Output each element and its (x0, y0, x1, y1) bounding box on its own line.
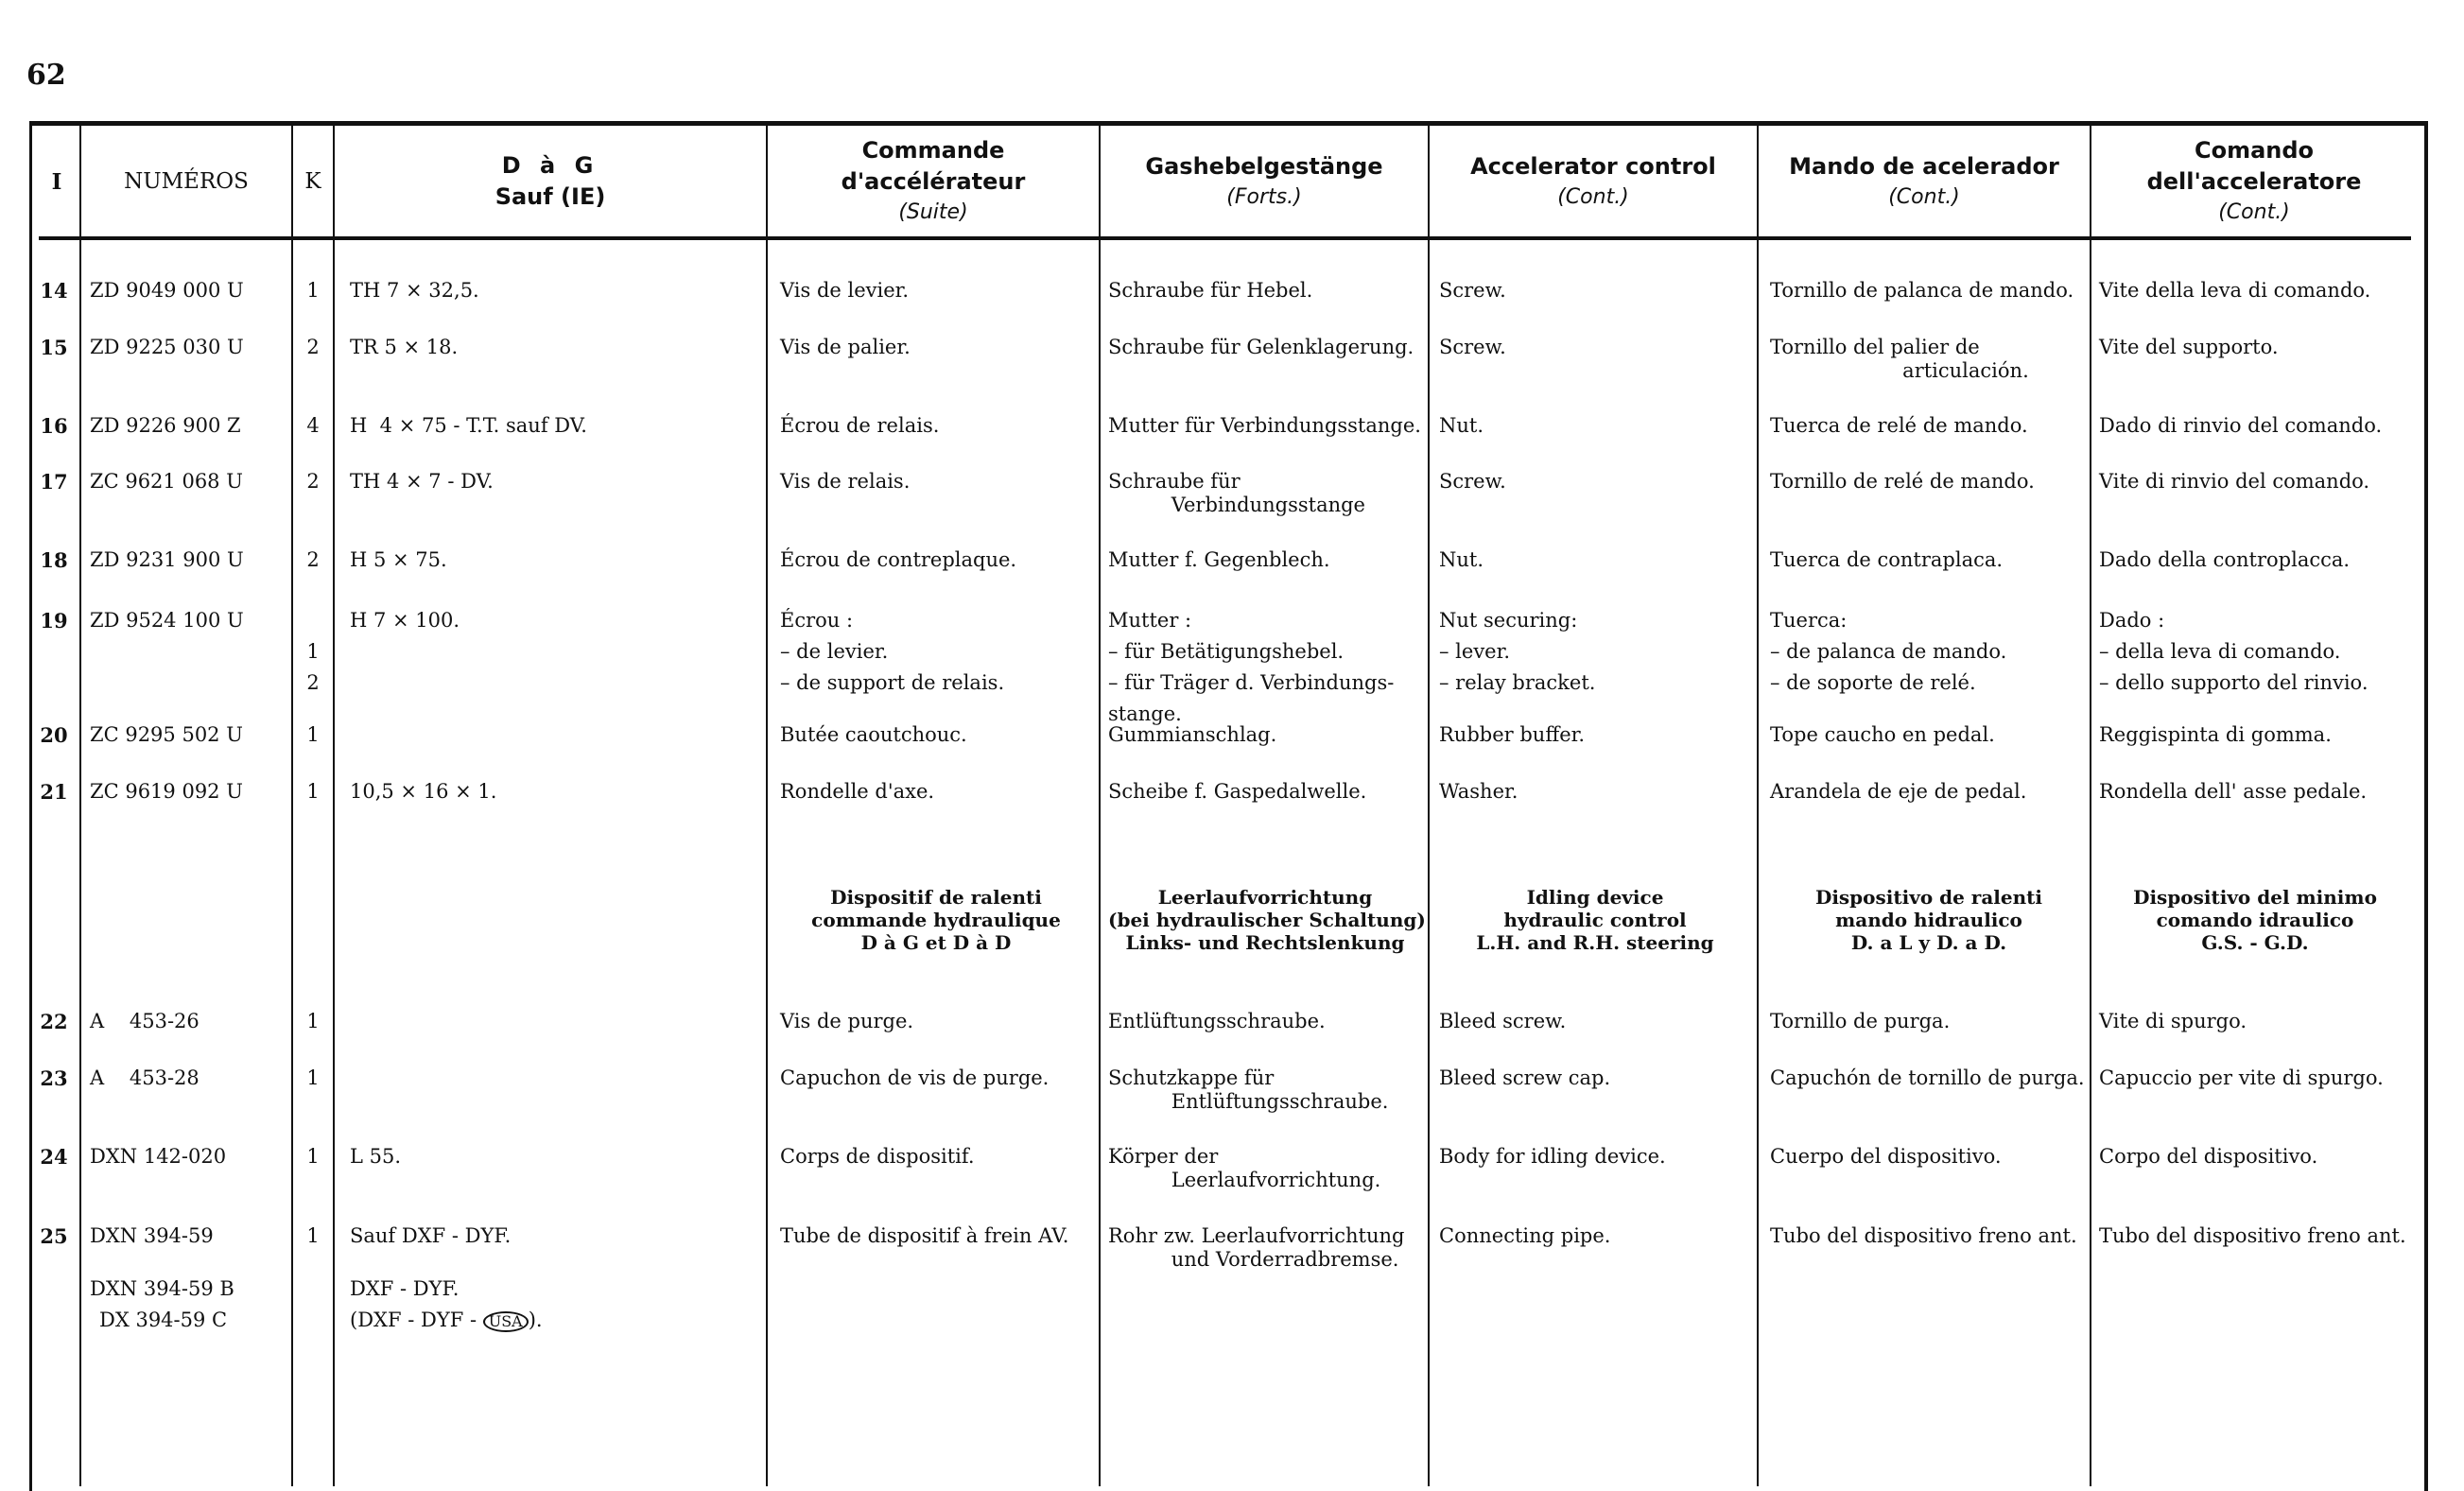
part-number: ZC 9619 092 U (90, 780, 243, 803)
page-number: 62 (26, 59, 66, 92)
quantity: 1 (306, 1224, 320, 1247)
row-index: 16 (40, 414, 68, 438)
column-divider (1099, 126, 1101, 1486)
section-heading-spanish: Dispositivo de ralenti mando hidraulico D. a L y D. a D. (1814, 886, 2042, 954)
desc-french: Capuchon de vis de purge. (780, 1066, 1050, 1089)
desc-spanish: Tubo del dispositivo freno ant. (1770, 1224, 2077, 1247)
part-number: DXN 142-020 (90, 1145, 227, 1168)
desc-english: Screw. (1439, 279, 1506, 302)
spec: TR 5 × 18. (350, 336, 459, 358)
part-number: ZD 9049 000 U (90, 279, 244, 302)
spec: 10,5 × 16 × 1. (350, 780, 497, 803)
desc-french: Écrou de contreplaque. (780, 548, 1017, 571)
column-divider (2090, 126, 2091, 1486)
quantity: 1 (306, 279, 320, 302)
section-heading-english: Idling device hydraulic control L.H. and R.H. steering (1476, 886, 1714, 954)
row-index: 24 (40, 1145, 68, 1169)
desc-english: Nut securing: – lever. – relay bracket. (1439, 609, 1596, 694)
desc-german: Rohr zw. Leerlaufvorrichtung und Vorderradbremse. (1108, 1224, 1405, 1271)
part-number: ZC 9621 068 U (90, 470, 243, 493)
spec: L 55. (350, 1145, 402, 1168)
desc-spanish: Arandela de eje de pedal. (1770, 780, 2027, 803)
quantity: 1 (306, 723, 320, 746)
header-english-sub: (Cont.) (1557, 184, 1629, 209)
desc-german: Körper der Leerlaufvorrichtung. (1108, 1145, 1381, 1191)
desc-italian: Vite di spurgo. (2099, 1010, 2247, 1032)
desc-french: Écrou de relais. (780, 414, 940, 437)
part-number-variant-b: DXN 394-59 B (90, 1277, 234, 1300)
part-number: ZD 9231 900 U (90, 548, 244, 571)
desc-french: Vis de purge. (780, 1010, 914, 1032)
column-divider (1757, 126, 1759, 1486)
desc-english: Nut. (1439, 414, 1484, 437)
header-spanish-title: Mando de acelerador (1789, 152, 2059, 180)
row-index: 18 (40, 548, 68, 572)
header-french-sub: (Suite) (898, 200, 968, 224)
desc-italian: Dado della controplacca. (2099, 548, 2351, 571)
desc-german: Mutter für Verbindungsstange. (1108, 414, 1421, 437)
desc-italian: Capuccio per vite di spurgo. (2099, 1066, 2384, 1089)
column-divider (1428, 126, 1430, 1486)
desc-english: Connecting pipe. (1439, 1224, 1611, 1247)
row-index: 20 (40, 723, 68, 747)
header-german-sub: (Forts.) (1226, 184, 1302, 209)
desc-italian: Vite della leva di comando. (2099, 279, 2371, 302)
row-index: 23 (40, 1066, 68, 1090)
part-number: ZC 9295 502 U (90, 723, 243, 746)
desc-german: Mutter : – für Betätigungshebel. – für Träger d. Verbindungs- stange. (1108, 609, 1395, 725)
part-number: ZD 9524 100 U (90, 609, 244, 632)
spec: H 5 × 75. (350, 548, 447, 571)
desc-spanish: Tuerca de contraplaca. (1770, 548, 2004, 571)
header-dag-line1: D à G (501, 152, 599, 179)
desc-english: Bleed screw cap. (1439, 1066, 1611, 1089)
quantity: 2 (306, 470, 320, 493)
desc-spanish: Tornillo de purga. (1770, 1010, 1951, 1032)
column-divider (79, 126, 81, 1486)
desc-italian: Tubo del dispositivo freno ant. (2099, 1224, 2406, 1247)
row-index: 15 (40, 336, 68, 359)
desc-italian: Vite di rinvio del comando. (2099, 470, 2370, 493)
spec: TH 7 × 32,5. (350, 279, 479, 302)
desc-spanish: Tuerca de relé de mando. (1770, 414, 2028, 437)
desc-spanish: Tornillo de relé de mando. (1770, 470, 2035, 493)
header-english (1432, 130, 1755, 233)
desc-italian: Reggispinta di gomma. (2099, 723, 2332, 746)
desc-english: Screw. (1439, 336, 1506, 358)
header-spanish (1761, 130, 2088, 233)
header-italian-title-1: Comando (2194, 137, 2315, 164)
row-index: 14 (40, 279, 68, 303)
part-number: ZD 9226 900 Z (90, 414, 241, 437)
row-index: 19 (40, 609, 68, 633)
spec: Sauf DXF - DYF. (350, 1224, 512, 1247)
header-french (770, 130, 1097, 233)
part-number: DXN 394-59 (90, 1224, 214, 1247)
header-german-title: Gashebelgestänge (1145, 152, 1383, 180)
desc-english: Screw. (1439, 470, 1506, 493)
header-dag (337, 130, 764, 233)
header-index: I (51, 168, 62, 195)
desc-german: Gummianschlag. (1108, 723, 1277, 746)
part-number: A 453-26 (90, 1010, 200, 1032)
desc-english: Bleed screw. (1439, 1010, 1567, 1032)
desc-english: Washer. (1439, 780, 1518, 803)
quantity: 4 (306, 414, 320, 437)
spec-variant-b: DXF - DYF. (350, 1277, 460, 1300)
part-number-variant-c: DX 394-59 C (99, 1309, 228, 1331)
row-index: 17 (40, 470, 68, 494)
desc-spanish: Tornillo de palanca de mando. (1770, 279, 2074, 302)
desc-german: Entlüftungsschraube. (1108, 1010, 1326, 1032)
desc-french: Butée caoutchouc. (780, 723, 967, 746)
quantity: 1 2 (306, 640, 320, 694)
desc-italian: Dado : – della leva di comando. – dello supporto del rinvio. (2099, 609, 2369, 694)
desc-german: Schraube für Gelenklagerung. (1108, 336, 1414, 358)
column-divider (333, 126, 335, 1486)
desc-french: Écrou : – de levier. – de support de relais. (780, 609, 1005, 694)
desc-german: Schraube für Hebel. (1108, 279, 1313, 302)
header-rule (39, 236, 2411, 240)
quantity: 1 (306, 780, 320, 803)
spec: H 7 × 100. (350, 609, 460, 632)
desc-italian: Vite del supporto. (2099, 336, 2279, 358)
quantity: 1 (306, 1145, 320, 1168)
desc-french: Vis de levier. (780, 279, 910, 302)
header-french-title: Commande d'accélérateur (841, 137, 1026, 195)
desc-french: Rondelle d'axe. (780, 780, 935, 803)
part-number: ZD 9225 030 U (90, 336, 244, 358)
spec-variant-c (350, 1309, 756, 1332)
column-divider (291, 126, 293, 1486)
desc-french: Tube de dispositif à frein AV. (780, 1224, 1069, 1247)
header-numbers: NUMÉROS (124, 169, 249, 194)
section-heading-italian: Dispositivo del minimo comando idraulico G.S. - G.D. (2133, 886, 2377, 954)
desc-german: Schutzkappe für Entlüftungsschraube. (1108, 1066, 1389, 1113)
quantity: 1 (306, 1066, 320, 1089)
header-k: K (304, 169, 321, 194)
header-dag-line2: Sauf (IE) (495, 183, 606, 210)
row-index: 25 (40, 1224, 68, 1248)
header-italian (2093, 130, 2415, 233)
row-index: 21 (40, 780, 68, 804)
spec-variant-c-prefix: (DXF - DYF - (350, 1309, 483, 1331)
desc-italian: Dado di rinvio del comando. (2099, 414, 2383, 437)
desc-italian: Corpo del dispositivo. (2099, 1145, 2318, 1168)
header-italian-title-2: dell'acceleratore (2146, 168, 2362, 195)
desc-german: Schraube für Verbindungsstange (1108, 470, 1365, 516)
usa-badge: USA (483, 1311, 529, 1332)
column-divider (766, 126, 768, 1486)
desc-spanish: Tornillo del palier de articulación. (1770, 336, 2029, 382)
desc-english: Rubber buffer. (1439, 723, 1586, 746)
section-heading-german: Leerlaufvorrichtung (bei hydraulischer Schaltung) Links- und Rechtslenkung (1108, 886, 1426, 954)
spec-variant-c-suffix: ). (528, 1309, 543, 1331)
desc-spanish: Tuerca: – de palanca de mando. – de soporte de relé. (1770, 609, 2007, 694)
spec: TH 4 × 7 - DV. (350, 470, 494, 493)
desc-spanish: Cuerpo del dispositivo. (1770, 1145, 2002, 1168)
header-german (1102, 130, 1426, 233)
desc-german: Scheibe f. Gaspedalwelle. (1108, 780, 1367, 803)
quantity: 2 (306, 336, 320, 358)
desc-english: Nut. (1439, 548, 1484, 571)
desc-italian: Rondella dell' asse pedale. (2099, 780, 2368, 803)
section-heading-french: Dispositif de ralenti commande hydraulique D à G et D à D (811, 886, 1061, 954)
header-english-title: Accelerator control (1470, 152, 1716, 180)
quantity: 1 (306, 1010, 320, 1032)
header-spanish-sub: (Cont.) (1888, 184, 1960, 209)
desc-spanish: Tope caucho en pedal. (1770, 723, 1995, 746)
quantity: 2 (306, 548, 320, 571)
desc-german: Mutter f. Gegenblech. (1108, 548, 1330, 571)
desc-english: Body for idling device. (1439, 1145, 1666, 1168)
header-italian-sub: (Cont.) (2218, 200, 2290, 224)
desc-french: Corps de dispositif. (780, 1145, 975, 1168)
spec: H 4 × 75 - T.T. sauf DV. (350, 414, 587, 437)
desc-french: Vis de palier. (780, 336, 911, 358)
part-number: A 453-28 (90, 1066, 200, 1089)
desc-french: Vis de relais. (780, 470, 911, 493)
row-index: 22 (40, 1010, 68, 1033)
desc-spanish: Capuchón de tornillo de purga. (1770, 1066, 2085, 1089)
